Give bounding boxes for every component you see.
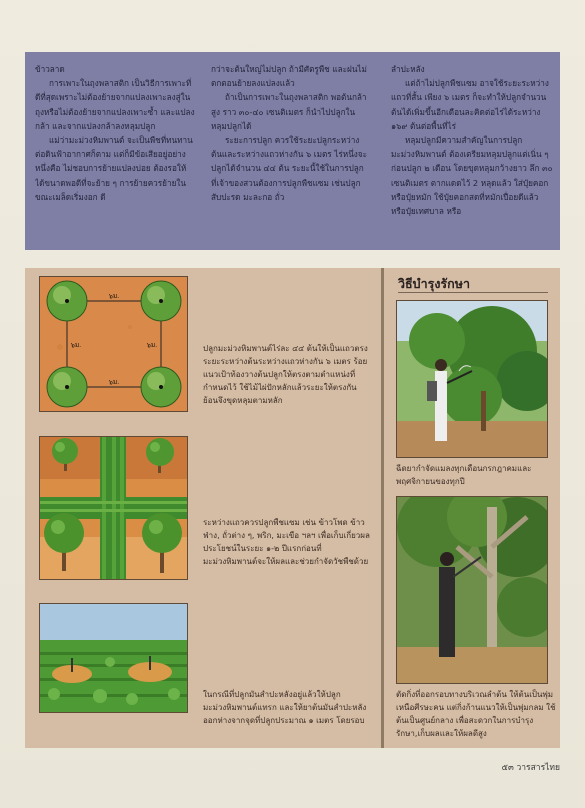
text-column-1 [35, 62, 195, 248]
paragraph: ระยะการปลูก ควรใช้ระยะปลูกระหว่างต้นและระหว่างแถวห่างกัน ๖ เมตร ไร่หนึ่งจะปลูกได้จำนวน ๔๔ ต้น ระยะนี้ใช้ในการปลูกที่เจ้าของสวนต้องการปลูกพืชแซม เช่นปลูกสับปะรด มะละกอ ถั่ว [211, 135, 367, 202]
section-title: วิธีบำรุงรักษา [398, 276, 470, 291]
title-underline [398, 292, 548, 293]
maintenance-section [384, 268, 560, 748]
paragraph: การเพาะในถุงพลาสติก เป็นวิธีการเพาะที่ดีที่สุดเพราะไม่ต้องย้ายจากแปลงเพาะลงสู่ในถุงหรือไม่ต้องย้ายจากแปลงเพาะซ้ำ และแปลงกล้า และจากแปลงกล้าลงหลุมปลูก [35, 78, 195, 131]
spacing-label-left: ๖ม. [70, 341, 82, 349]
illustration-panel [25, 268, 560, 748]
caption-intercropping: ระหว่างแถวควรปลูกพืชแซม เช่น ข้าวโพด ข้าวฟ่าง, ถั่วต่าง ๆ, พริก, มะเขือ ฯลฯ เพื่อเก็บเกี่ยวผลประโยชน์ในระยะ ๑-๒ ปีแรกก่อนที่มะม่วงหิมพานต์จะให้ผลและช่วยกำจัดวัชพืชด้วย [203, 518, 370, 566]
caption-pruning: ตัดกิ่งที่ออกรอบทางบริเวณลำต้น ให้ต้นเป็นพุ่มเหนือศีรษะคน แต่กิ่งก้านแนวให้เป็นพุ่มกลม ใช้ต้นเป็นศูนย์กลาง เพื่อสะดวกในการบำรุงรักษา,เก็บผลและให้ผลดีสูง [396, 690, 556, 738]
cassava-field-illustration [39, 603, 188, 713]
planting-illustrations [25, 268, 380, 748]
caption-spacing: ปลูกมะม่วงหิมพานต์ไร่ละ ๔๔ ต้นให้เป็นแถวตรงระยะระหว่างต้นระหว่างแถวห่างกัน ๖ เมตร ร้อยแนวเป้าท้องวางต้นปลูกให้ตรงตามตำแหน่งที่กำหนดไว้ ใช้ไม้ไผ่ปักหลักแล้วระยะให้ตรงกัน ย้อนจึงขุดหลุมตามหลัก [203, 344, 368, 405]
text-column-3 [391, 62, 554, 248]
spacing-label-bottom: ๖ม. [108, 378, 120, 386]
paragraph: หลุมปลูกมีความสำคัญในการปลูกมะม่วงหิมพานต์ ต้องเตรียมหลุมปลูกแต่เนิ่น ๆ ก่อนปลูก ๒ เดือน โดยขุดหลุมกว้างยาว ลึก ๓๐ เซนติเมตร ตากแดดไว้ 2 หลุดแล้ว ใส่ปุ๋ยคอกหรือปุ๋ยหมัก ใช้ปุ๋ยคอกสดที่หมักเปื่อยดีแล้ว หรือปุ๋ยเทศบาล หรือ [391, 135, 553, 217]
planting-spacing-diagram [39, 276, 188, 412]
paragraph: แต่ถ้าไม่ปลูกพืชแซม อาจใช้ระยะระหว่างแถวที่สั้น เพียง ๖ เมตร ก็จะทำให้ปลูกจำนวนต้นได้เพิ่มขึ้นอีกเดือนละคิดต่อไร่ได้ระหว่าง ๑๖๙ ต้นต่อพื้นที่ไร่ [391, 78, 549, 131]
article-text-box [25, 52, 560, 250]
text-column-2 [211, 62, 369, 248]
page-footer: ๕๓ วารสารไทย [501, 763, 560, 773]
spacing-label-top: ๖ม. [108, 292, 120, 300]
paragraph: ลำปะหลัง [391, 64, 425, 74]
caption-spraying: ฉีดยากำจัดแมลงทุกเดือนกรกฎาคมและพฤศจิกายนของทุกปี [396, 464, 532, 486]
spraying-photo [396, 300, 548, 458]
spacing-label-right: ๖ม. [146, 341, 158, 349]
paragraph: แม่ว่ามะม่วงหิมพานต์ จะเป็นพืชที่ทนทานต่อดินฟ้าอากาศก็ตาม แต่ก็มีข้อเสียอยู่อย่างหนึ่งคือ ไม่ชอบการย้ายแปลงบ่อย ต้องรอให้ได้ขนาดพอดีที่จะย้าย ๆ การย้ายควรย้ายในขณะเมล็ดเริ่มงอก ดี [35, 135, 193, 202]
caption-cassava: ในกรณีที่ปลูกมันสำปะหลังอยู่แล้วให้ปลูกมะม่วงหิมพานต์แทรก และให้ยาต้นมันสำปะหลังออกห่างจากจุดที่ปลูกประมาณ ๑ เมตร โดยรอบ [203, 690, 367, 725]
paragraph: กว่าจะต้นใหญ่ไม่ปลูก ถ้ามีศัตรูพืช และฝนไม่ตกตอนย้ายลงแปลงแล้ว [211, 64, 367, 89]
pruning-photo [396, 496, 548, 684]
intercropping-illustration [39, 436, 188, 580]
paragraph: ข้าวลาด [35, 64, 65, 74]
paragraph: ถ้าเป็นการเพาะในถุงพลาสติก พอต้นกล้าสูง ราว ๓๐-๔๐ เซนติเมตร ก็นำไปปลูกในหลุมปลูกได้ [211, 92, 367, 131]
